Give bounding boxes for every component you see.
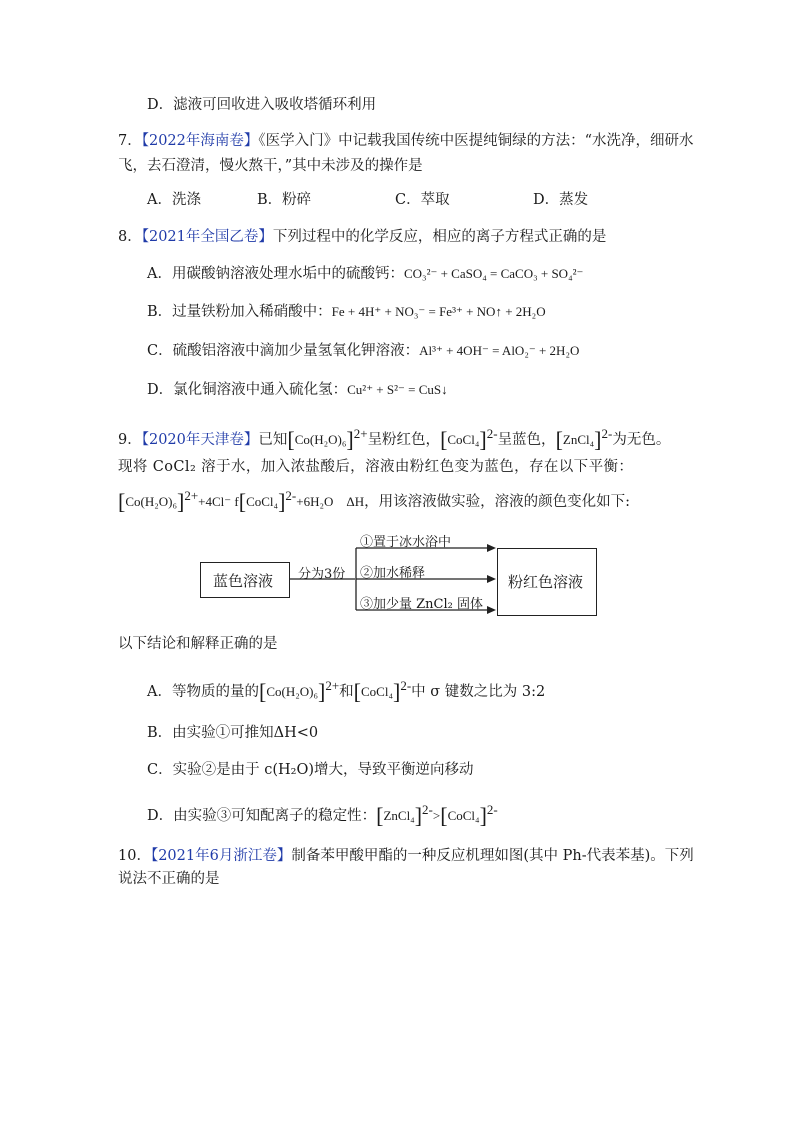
q9-option-d-pre: D．由实验③可知配离子的稳定性： [147,807,377,824]
q10-stem-line2: 说法不正确的是 [118,871,220,887]
q8-option-d-equation: Cu²⁺ + S²⁻ = CuS↓ [347,382,448,397]
cobalt-aqua-complex: Co(H₂O)₆ [294,431,347,447]
arrow-3-head [487,606,496,614]
charge-2minus: 2- [486,426,498,441]
bracket-open: [ [440,802,448,828]
q8-option-d-text: D．氯化铜溶液中通入硫化氢： [147,382,348,398]
charge-2minus: 2- [601,426,613,441]
bracket-open: [ [287,426,295,452]
bracket-open: [ [238,488,247,514]
q7-source-tag: 【2022年海南卷】 [141,133,259,149]
bracket-close: ] [392,678,401,704]
q8-option-a-equation: CO₃²⁻ + CaSO₄ = CaCO₃ + SO₄²⁻ [403,266,584,281]
q8-option-c-text: C．硫酸铝溶液中滴加少量氢氧化钾溶液： [147,343,420,359]
cobalt-chloro-complex: CoCl₄ [447,807,480,823]
q10-stem-text: 制备苯甲酸甲酯的一种反应机理如图(其中 Ph-代表苯基)。下列 [291,848,694,864]
q7-stem-text: 《医学入门》中记载我国传统中医提纯铜绿的方法：“水洗净，细研水 [258,133,694,149]
q9-stem-line2: 现将 CoCl₂ 溶于水，加入浓盐酸后，溶液由粉红色变为蓝色，存在以下平衡： [118,459,634,475]
q9-option-a-pre: A．等物质的量的 [147,683,259,700]
q7-option-b: B．粉碎 [257,192,312,208]
q9-number: 9． [118,431,142,448]
q8-option-c-equation: Al³⁺ + 4OH⁻ = AlO₂⁻ + 2H₂O [419,343,580,358]
bracket-close: ] [479,802,487,828]
bracket-open: [ [555,426,563,452]
q9-prompt: 以下结论和解释正确的是 [118,636,278,652]
charge-2plus: 2+ [353,426,368,441]
cobalt-chloro-complex: CoCl₄ [447,431,480,447]
bracket-open: [ [258,678,267,704]
q8-option-b-equation: Fe + 4H⁺ + NO₃⁻ = Fe³⁺ + NO↑ + 2H₂O [331,304,546,319]
bracket-close: ] [594,426,602,452]
q8-stem-text: 下列过程中的化学反应，相应的离子方程式正确的是 [272,229,607,245]
charge-2plus: 2+ [184,488,199,503]
bracket-close: ] [479,426,487,452]
split-label: 分为3份 [298,567,346,582]
bracket-close: ] [414,802,423,828]
cobalt-aqua-complex: Co(H₂O)₆ [266,683,318,699]
q9-option-a [147,676,545,702]
bracket-close: ] [177,488,185,514]
branch-2-label: ②加水稀释 [360,566,426,581]
q9-stem-line3: ，用该溶液做实验，溶液的颜色变化如下: [364,493,631,510]
bracket-open: [ [440,426,448,452]
q10-number: 10． [118,848,151,864]
q10-stem-line1 [118,846,694,866]
q9-stem-1d: 为无色。 [612,431,671,448]
q9-option-c: C．实验②是由于 c(H₂O)增大，导致平衡逆向移动 [147,762,474,778]
q7-option-c: C．萃取 [395,192,450,208]
bracket-open: [ [376,802,384,828]
branch-3-label: ③加少量 ZnCl₂ 固体 [360,597,483,612]
bracket-open: [ [118,488,126,514]
q10-source-tag: 【2021年6月浙江卷】 [150,848,292,864]
arrow-2-head [487,575,496,583]
q8-source-tag: 【2021年全国乙卷】 [141,229,273,245]
cobalt-chloro-complex: CoCl₄ [360,683,393,699]
equilibrium-middle: +4Cl⁻ f [198,493,239,509]
blue-solution-label: 蓝色溶液 [213,572,274,590]
q9-stem-1c: 呈蓝色， [497,431,556,448]
q9-option-d [147,800,498,826]
q7-option-a: A．洗涤 [147,192,201,208]
bracket-close: ] [346,426,354,452]
charge-2minus: 2- [486,802,498,817]
charge-2minus: 2- [422,802,433,817]
bracket-close: ] [278,488,286,514]
q8-option-b-text: B．过量铁粉加入稀硝酸中： [147,304,332,320]
greater-than: > [432,807,441,823]
q9-stem-1a: 已知 [258,431,288,448]
cobalt-aqua-complex: Co(H₂O)₆ [125,493,177,509]
q7-stem-line2: 飞，去石澄清，慢火熬干，”其中未涉及的操作是 [118,158,423,174]
q7-option-d: D．蒸发 [533,192,589,208]
q9-option-a-post: 中 σ 键数之比为 3:2 [411,683,546,700]
bracket-close: ] [317,678,326,704]
equilibrium-tail: +6H₂O ΔH [296,493,365,509]
charge-2minus: 2- [400,678,412,693]
pink-solution-label: 粉红色溶液 [508,573,584,591]
q8-number: 8． [118,229,142,245]
zinc-chloro-complex: ZnCl₄ [383,807,415,823]
q9-source-tag: 【2020年天津卷】 [141,431,259,448]
q9-option-b: B．由实验①可推知ΔH<0 [147,725,319,741]
cobalt-chloro-complex: CoCl₄ [246,493,279,509]
arrow-1-head [487,544,496,552]
charge-2minus: 2- [285,488,297,503]
branch-1-label: ①置于冰水浴中 [360,535,452,550]
charge-2plus: 2+ [325,678,340,693]
q8-option-a-text: A．用碳酸钠溶液处理水垢中的硫酸钙： [147,266,404,282]
q9-stem-1b: 呈粉红色， [367,431,441,448]
zinc-chloro-complex: ZnCl₄ [562,431,595,447]
q7-number: 7． [118,133,142,149]
bracket-open: [ [353,678,361,704]
q6-option-d: D．滤液可回收进入吸收塔循环利用 [147,97,377,113]
q9-option-a-mid: 和 [339,683,354,700]
